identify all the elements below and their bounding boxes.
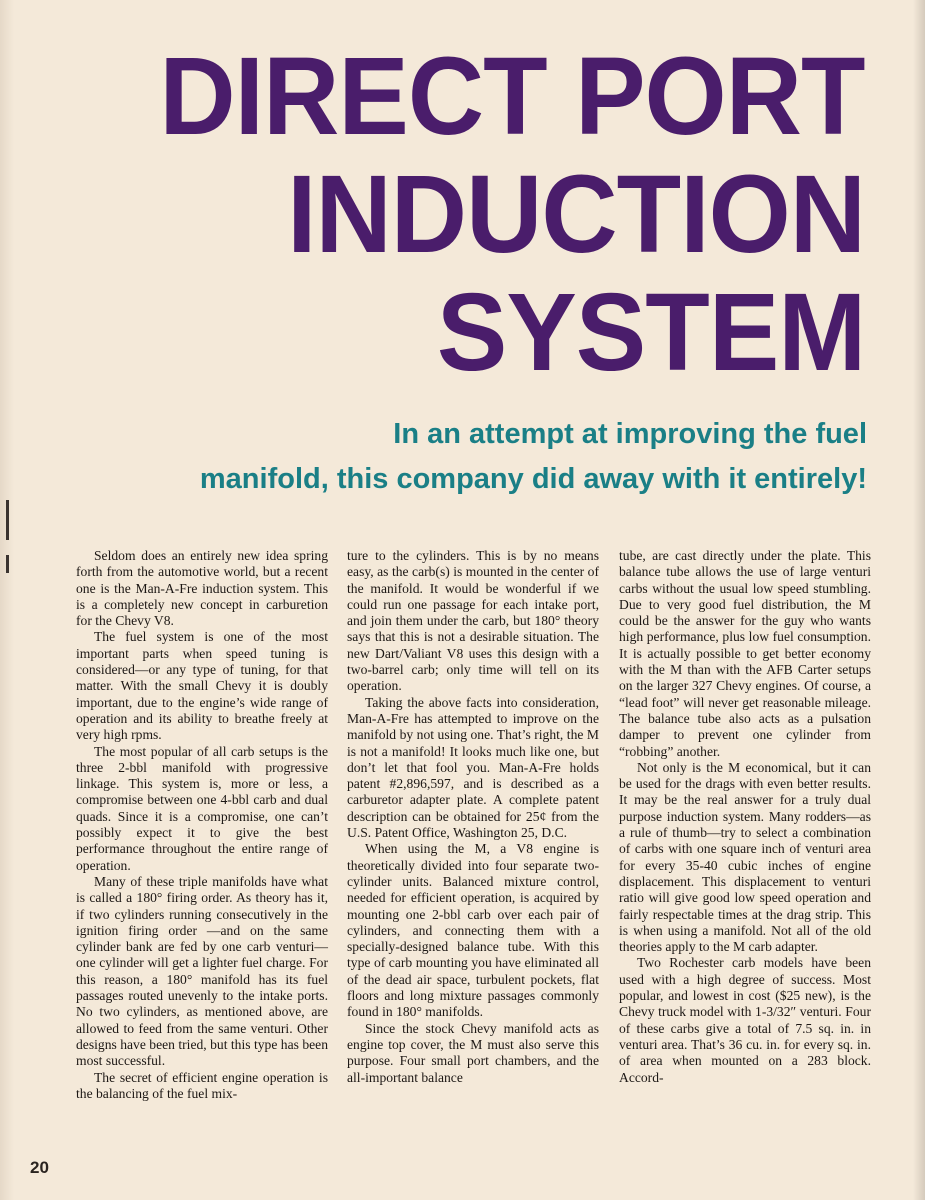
article-subtitle-line-2: manifold, this company did away with it entirely! <box>199 463 867 495</box>
page-number: 20 <box>30 1158 49 1177</box>
paragraph: Two Rochester carb models have been used with a high degree of success. Most popular, and lowest in cost ($25 new), is the Chevy truck model with 1-3/32″ venturi. Four of these carbs give a total of 7.5 sq. in. in venturi area. That’s 36 cu. in. for every sq. in. of area when mounted on a 283 block. Accord- <box>619 955 871 1085</box>
paragraph: The secret of efficient engine operation is the balancing of the fuel mix- <box>76 1069 328 1101</box>
article-title-line-2: INDUCTION <box>287 153 865 276</box>
text-column-3 <box>619 548 871 1086</box>
paragraph: Taking the above facts into consideration, Man-A-Fre has attempted to improve on the manifold by not using one. That’s right, the M is not a manifold! It looks much like one, but don’t let that fool you. Man-A-Fre holds patent #2,896,597, and is described as a carburetor adapter plate. A complete patent description can be obtained for 25¢ from the U.S. Patent Office, Washington 25, D.C. <box>347 694 599 841</box>
paragraph: The most popular of all carb setups is the three 2-bbl manifold with progressive linkage. This system is, more or less, a compromise between one 4-bbl carb and dual quads. Since it is a compromise, one can’t possibly expect it to give the best performance throughout the entire range of operation. <box>76 743 328 873</box>
paragraph: Seldom does an entirely new idea spring forth from the automotive world, but a recent one is the Man-A-Fre induction system. This is a completely new concept in carburetion for the Chevy V8. <box>76 548 328 629</box>
paragraph: ture to the cylinders. This is by no means easy, as the carb(s) is mounted in the center of the manifold. It would be wonderful if we could run one passage for each intake port, and join them under the carb, but 180° theory says that this is not a desirable situation. The new Dart/Valiant V8 uses this design with a two-barrel carb; only time will tell on its operation. <box>347 548 599 694</box>
binding-mark <box>6 555 9 573</box>
paragraph: The fuel system is one of the most important parts when speed tuning is considered—or any type of tuning, for that matter. With the small Chevy it is doubly important, due to the engine’s wide range of operation and its ability to breathe freely at very high rpms. <box>76 629 328 743</box>
text-column-2 <box>347 548 599 1086</box>
paragraph: Many of these triple manifolds have what is called a 180° firing order. As theory has it, if two cylinders running consecutively in the ignition firing order —and on the same cylinder bank are fed by one carb venturi—one cylinder will get a lighter fuel charge. For this reason, a 180° manifold has its fuel passages routed unevenly to the intake ports. No two cylinders, as mentioned above, are allowed to feed from the same venturi. Other designs have been tried, but this type has been most successful. <box>76 873 328 1069</box>
paragraph: Not only is the M economical, but it can be used for the drags with even better results. It may be the real answer for a truly dual purpose induction system. Many rodders—as a rule of thumb—try to select a combination of carbs with one square inch of venturi area for every 35-40 cubic inches of engine displacement. This displacement to venturi ratio will give good low speed operation and fairly respectable times at the drag strip. This is when using a manifold. Not all of the old theories apply to the M carb adapter. <box>619 759 871 955</box>
article-title-line-3: SYSTEM <box>436 271 865 394</box>
text-column-1 <box>76 548 328 1102</box>
paragraph: When using the M, a V8 engine is theoretically divided into four separate two-cylinder units. Balanced mixture control, needed for efficient operation, is acquired by mounting one 2-bbl carb over each pair of cylinders, and connecting them with a specially-designed balance tube. With this type of carb mounting you have eliminated all of the dead air space, turbulent pockets, flat floors and long mixture passages commonly found in 180° manifolds. <box>347 841 599 1020</box>
binding-mark <box>6 500 9 540</box>
paragraph: Since the stock Chevy manifold acts as engine top cover, the M must also serve this purpose. Four small port chambers, and the all-important balance <box>347 1020 599 1085</box>
paragraph: tube, are cast directly under the plate. This balance tube allows the use of large venturi carbs without the usual low speed stumbling. Due to very good fuel distribution, the M could be the answer for the guy who wants high performance, plus low fuel consumption. It is actually possible to get better economy with the M than with the AFB Carter setups on the larger 327 Chevy engines. Of course, a “lead foot” will never get reasonable mileage. The balance tube also acts as a pulsation damper to prevent one cylinder from “robbing” another. <box>619 548 871 759</box>
article-title-line-1: DIRECT PORT <box>159 35 865 158</box>
article-subtitle-line-1: In an attempt at improving the fuel <box>393 418 867 450</box>
